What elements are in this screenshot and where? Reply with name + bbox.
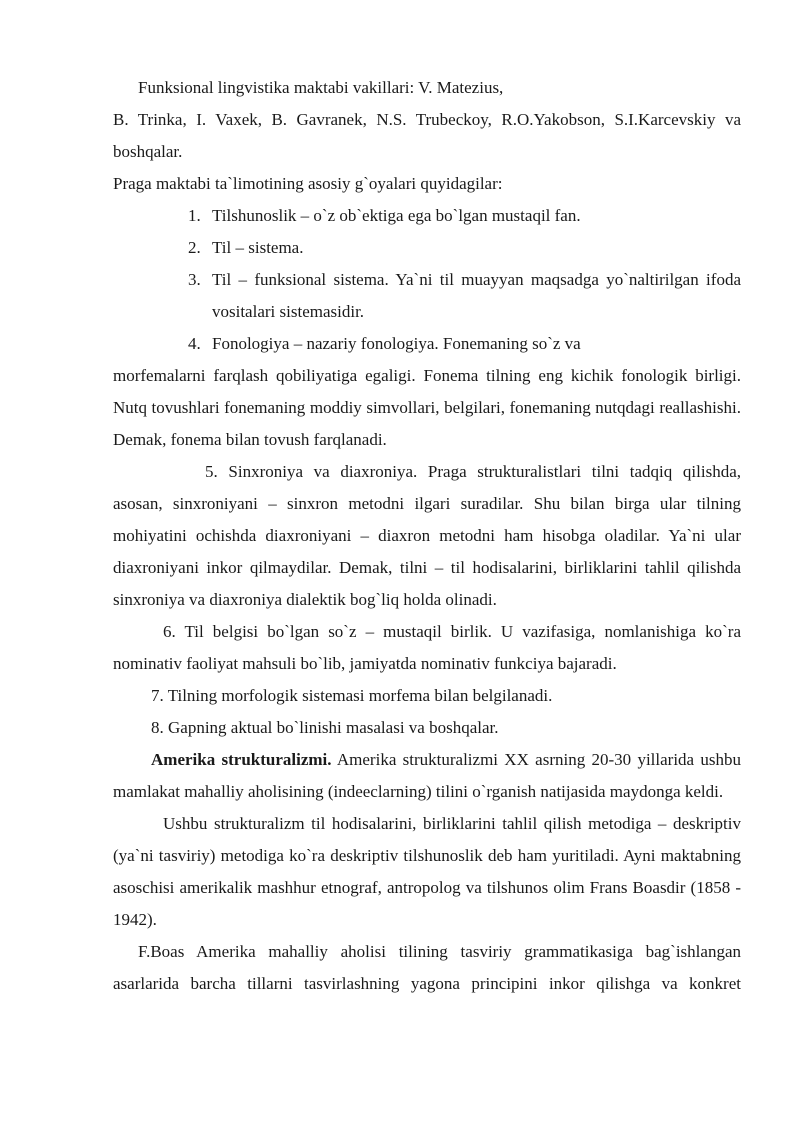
paragraph-synchrony-diachrony: 5. Sinxroniya va diaxroniya. Praga strukturalistlari tilni tadqiq qilishda, asosan, sinxroniyani – sinxron metodni ilgari suradilar. Shu bilan birga ular tilning mohiyatini ochishda diaxroniyani – diaxron metodni ham hisobga oladilar. Ya`ni ular diaxroniyani inkor qilmaydilar. Demak, tilni – til hodisalarini, birliklarini tahlil qilishda sinxroniya va diaxroniya dialektik bog`liq holda olinadi. xyxy=(113,462,741,609)
list-item-text: Til – funksional sistema. Ya`ni til muayyan maqsadga yo`naltirilgan ifoda vositalari sistemasidir. xyxy=(212,270,741,321)
list-item-text: Til – sistema. xyxy=(212,238,304,257)
list-item xyxy=(188,200,741,232)
paragraph-boas: F.Boas Amerika mahalliy aholisi tilining tasviriy grammatikasiga bag`ishlangan asarlarida barcha tillarni tasvirlashning yagona principini inkor qilishga va konkret xyxy=(113,942,741,993)
paragraph-representatives-intro: Funksional lingvistika maktabi vakillari: V. Matezius, xyxy=(138,78,504,97)
list-item-number: 1. xyxy=(188,206,201,225)
list-item xyxy=(188,328,741,360)
prague-ideas-list xyxy=(113,200,741,360)
paragraph-representatives-list: B. Trinka, I. Vaxek, B. Gavranek, N.S. Trubeckoy, R.O.Yakobson, S.I.Karcevskiy va boshqalar. xyxy=(113,110,741,161)
paragraph-phonology: morfemalarni farqlash qobiliyatiga egaligi. Fonema tilning eng kichik fonologik birligi. Nutq tovushlari fonemaning moddiy simvollari, belgilari, fonemaning nutqdagi reallashishi. Demak, fonema bilan tovush farqlanadi. xyxy=(113,366,741,449)
document-page xyxy=(113,72,741,1000)
list-item-number: 4. xyxy=(188,334,201,353)
list-item-number: 3. xyxy=(188,270,201,289)
list-item-text: Fonologiya – nazariy fonologiya. Fonemaning so`z va xyxy=(212,334,581,353)
paragraph-morphology: 7. Tilning morfologik sistemasi morfema bilan belgilanadi. xyxy=(151,686,553,705)
paragraph-sign-word: 6. Til belgisi bo`lgan so`z – mustaqil birlik. U vazifasiga, nomlanishiga ko`ra nominativ faoliyat mahsuli bo`lib, jamiyatda nominativ funkciya bajaradi. xyxy=(113,622,741,673)
paragraph-text: Amerika strukturalizmi XX asrning 20-30 yillarida ushbu mamlakat mahalliy aholisining (indeeclarning) tilini o`rganish natijasida maydonga keldi. xyxy=(113,750,741,801)
paragraph-prague-ideas-intro: Praga maktabi ta`limotining asosiy g`oyalari quyidagilar: xyxy=(113,174,503,193)
paragraph-american-structuralism xyxy=(113,744,741,808)
paragraph-descriptive-linguistics: Ushbu strukturalizm til hodisalarini, birliklarini tahlil qilish metodiga – deskriptiv (ya`ni tasviriy) metodiga ko`ra deskriptiv tilshunoslik deb ham yuritiladi. Ayni maktabning asoschisi amerikalik mashhur etnograf, antropolog va tilshunos olim Frans Boasdir (1858 - 1942). xyxy=(113,814,741,929)
list-item-text: Tilshunoslik – o`z ob`ektiga ega bo`lgan mustaqil fan. xyxy=(212,206,581,225)
paragraph-actual-division: 8. Gapning aktual bo`linishi masalasi va boshqalar. xyxy=(151,718,499,737)
list-item xyxy=(188,264,741,328)
list-item-number: 2. xyxy=(188,238,201,257)
section-heading: Amerika strukturalizmi. xyxy=(151,750,332,769)
list-item xyxy=(188,232,741,264)
